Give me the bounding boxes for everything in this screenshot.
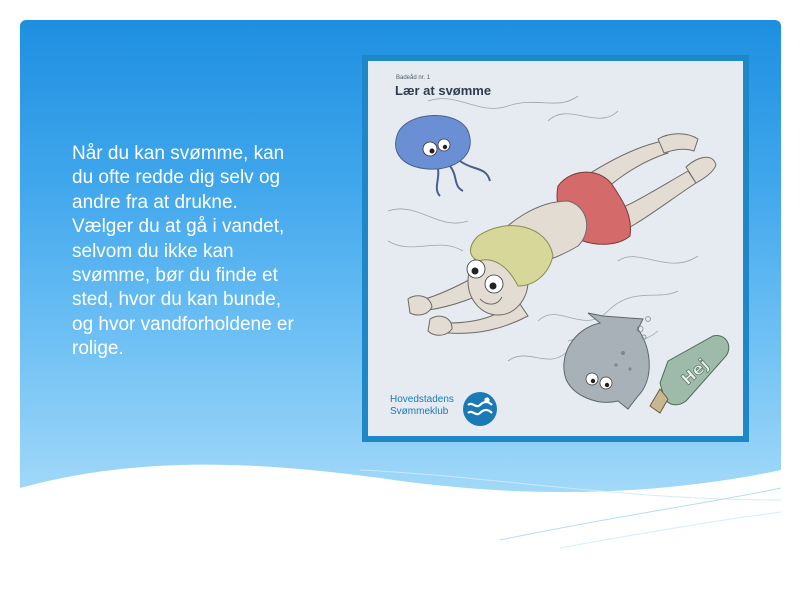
booklet-kicker: Badeåd nr. 1	[396, 75, 431, 81]
booklet-cover-image	[362, 55, 749, 442]
bottle-icon	[650, 336, 729, 413]
body-line: selvom du ikke kan	[72, 240, 234, 262]
booklet-cover	[368, 61, 743, 436]
body-line: du ofte redde dig selv og	[72, 167, 281, 189]
club-name-line: Svømmeklub	[390, 406, 449, 417]
bottle-label: Hej	[677, 354, 713, 389]
jellyfish-icon	[396, 115, 490, 196]
club-name	[390, 394, 454, 418]
slide-body-text	[72, 142, 322, 362]
club-name-line: Hovedstadens	[390, 394, 454, 405]
body-line: svømme, bør du finde et	[72, 265, 278, 287]
flatfish-icon	[564, 313, 651, 409]
body-line: rolige.	[72, 338, 124, 360]
body-line: sted, hvor du kan bunde,	[72, 289, 282, 311]
club-logo-icon	[462, 391, 498, 427]
body-line: Når du kan svømme, kan	[72, 143, 285, 164]
body-line: Vælger du at gå i vandet,	[72, 216, 285, 238]
body-line: og hvor vandforholdene er	[72, 313, 294, 335]
swimmer-illustration	[368, 61, 743, 436]
body-line: andre fra at drukne.	[72, 191, 238, 213]
booklet-title: Lær at svømme	[395, 83, 492, 98]
